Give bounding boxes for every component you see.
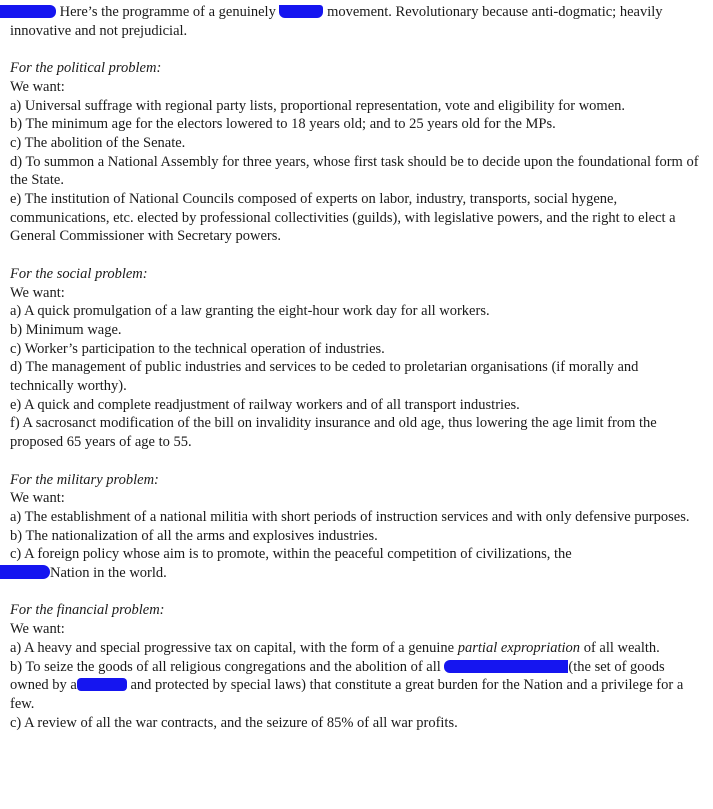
section-spacer (10, 452, 700, 471)
list-item-text: c) A foreign policy whose aim is to promote, within the peaceful competition of civilizations, the (10, 546, 572, 563)
section-spacer (10, 246, 700, 265)
list-item: c) Worker’s participation to the technical operation of industries. (10, 340, 385, 357)
redaction-block (77, 678, 127, 691)
list-item (10, 658, 700, 714)
emphasized-text: partial expropriation (457, 639, 581, 656)
list-item: c) A review of all the war contracts, and the seizure of 85% of all war profits. (10, 714, 458, 731)
redaction-block (0, 565, 50, 579)
list-item: d) To summon a National Assembly for three years, whose first task should be to decide upon the foundational form of the State. (10, 153, 699, 189)
intro-text-b: movement. Revolutionary because anti-dogmatic; heavily innovative and not prejudicial. (10, 4, 663, 39)
list-item: b) The minimum age for the electors lowered to 18 years old; and to 25 years old for the MPs. (10, 116, 556, 133)
section-financial (10, 601, 700, 732)
list-item: a) A quick promulgation of a law granting the eight-hour work day for all workers. (10, 303, 490, 320)
redaction-block (0, 5, 56, 18)
list-item: f) A sacrosanct modification of the bill on invalidity insurance and old age, thus lowering the age limit from the proposed 65 years of age to 55. (10, 415, 657, 451)
section-heading: For the social problem: (10, 265, 148, 282)
we-want-label: We want: (10, 490, 65, 507)
list-item (10, 639, 700, 658)
section-social (10, 265, 700, 452)
list-item-text: a) A heavy and special progressive tax on capital, with the form of a genuine (10, 639, 455, 656)
list-item-text: b) To seize the goods of all religious congregations and the abolition of all (10, 658, 441, 675)
we-want-label: We want: (10, 621, 65, 638)
section-heading: For the military problem: (10, 471, 159, 488)
list-item: a) Universal suffrage with regional party lists, proportional representation, vote and eligibility for women. (10, 97, 626, 114)
section-spacer (10, 40, 700, 59)
list-item-mid: (the set of goods owned by a (10, 658, 665, 694)
section-political (10, 59, 700, 246)
section-spacer (10, 583, 700, 602)
we-want-label: We want: (10, 284, 65, 301)
intro-paragraph (10, 3, 700, 40)
list-item: b) Minimum wage. (10, 321, 122, 338)
list-item: b) The nationalization of all the arms and explosives industries. (10, 527, 378, 544)
list-item: c) The abolition of the Senate. (10, 134, 186, 151)
redaction-block (279, 5, 323, 18)
list-item (10, 545, 700, 582)
list-item: e) A quick and complete readjustment of railway workers and of all transport industries. (10, 396, 520, 413)
list-item: d) The management of public industries and services to be ceded to proletarian organisations (if morally and technically worthy). (10, 359, 639, 395)
list-item: e) The institution of National Councils composed of experts on labor, industry, transports, social hygene, communications, etc. elected by professional collectivities (guilds), with legislative powers, and the right to elect a General Commissioner with Secretary powers. (10, 191, 676, 245)
list-item-tail: of all wealth. (583, 639, 660, 656)
section-military (10, 471, 700, 583)
we-want-label: We want: (10, 78, 65, 95)
list-item-tail: and protected by special laws) that constitute a great burden for the Nation and a privilege for a few. (10, 677, 684, 712)
intro-text-a: Here’s the programme of a genuinely (59, 4, 276, 20)
section-heading: For the political problem: (10, 60, 162, 77)
redaction-block (444, 660, 568, 673)
list-item: a) The establishment of a national militia with short periods of instruction services and with only defensive purposes. (10, 508, 690, 525)
list-item-tail: Nation in the world. (50, 565, 167, 582)
section-heading: For the financial problem: (10, 602, 165, 619)
document-body (10, 3, 700, 732)
